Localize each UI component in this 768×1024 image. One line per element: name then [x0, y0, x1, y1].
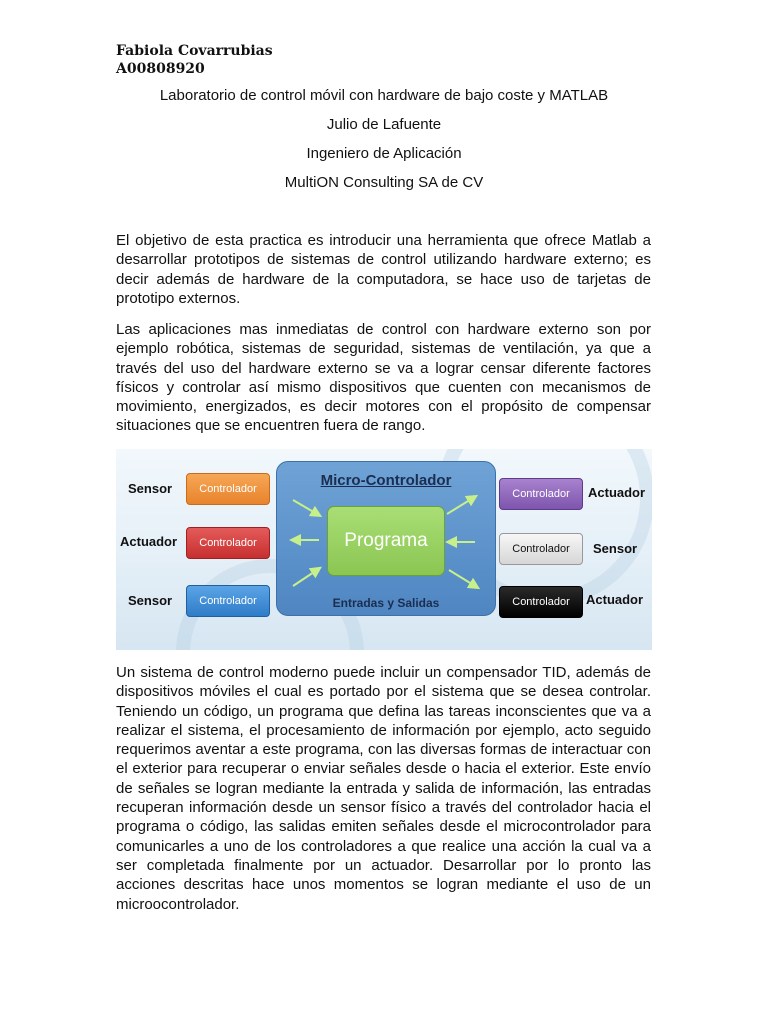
inputs-outputs-label: Entradas y Salidas — [332, 596, 440, 610]
device-label: Actuador — [586, 592, 644, 607]
controller-box: Controlador — [499, 533, 583, 565]
controller-box: Controlador — [499, 478, 583, 510]
author-id: A00808920 — [116, 61, 205, 77]
author-name: Fabiola Covarrubias — [116, 43, 273, 59]
controller-box: Controlador — [499, 586, 583, 618]
arrow-in-icon — [293, 500, 317, 514]
paragraph-modern-control: Un sistema de control moderno puede incluir un compensador TID, además de dispositivos móviles el cual es portado por el sistema que se desea controlar. Teniendo un código, un programa que defina las tareas inconscientes que va a realizar el sistema, el procesamiento de información por ejemplo, acto seguido requerimos aventar a este programa, con las diversas formas de interactuar con el exterior para recuperar o enviar señales desde o hacia el exterior. Este envío de señales se logran mediante la entrada y salida de información, las entradas recuperan información desde un sensor físico a través del controlador hacia el programa o código, las salidas emiten señales desde el microcontrolador para comunicarles a uno de los controladores a que realice una acción la cual va a ser completada finalmente por un actuador. Desarrollar por lo pronto las acciones descritas hace unos momentos se logran mediante el uso de un microocontrolador. — [116, 664, 651, 913]
paragraph-objective: El objetivo de esta practica es introducir una herramienta que ofrece Matlab a desarrollar prototipos de sistemas de control utilizando hardware externo; es decir además de hardware de la computadora, se hace uso de tarjetas de prototipo externos. — [116, 232, 651, 307]
controller-box: Controlador — [186, 585, 270, 617]
arrow-out-icon — [449, 570, 475, 586]
author-block — [116, 42, 273, 78]
arrow-out-icon — [447, 498, 473, 514]
microcontroller-box — [276, 461, 496, 616]
controller-box: Controlador — [186, 473, 270, 505]
arrows-overlay — [277, 462, 495, 615]
presenter-role: Ingeniero de Aplicación — [306, 145, 462, 162]
company-name: MultiON Consulting SA de CV — [284, 174, 484, 191]
program-box: Programa — [327, 506, 445, 576]
arrow-in-icon — [293, 570, 317, 586]
device-label: Sensor — [593, 541, 638, 556]
device-label: Sensor — [128, 481, 173, 496]
device-label: Actuador — [120, 534, 178, 549]
document-title: Laboratorio de control móvil con hardware de bajo coste y MATLAB — [159, 87, 609, 104]
microcontroller-diagram — [116, 449, 652, 650]
device-label: Actuador — [588, 485, 646, 500]
microcontroller-title: Micro-Controlador — [320, 472, 452, 489]
controller-box: Controlador — [186, 527, 270, 559]
device-label: Sensor — [128, 593, 173, 608]
paragraph-applications: Las aplicaciones mas inmediatas de control con hardware externo son por ejemplo robótica, sistemas de seguridad, sistemas de ventilación, ya que a través del uso del hardware externo se va a lograr censar diferente factores físicos y controlar así mismo dispositivos que cuenten con mecanismos de movimiento, energizados, es decir motores con el propósito de compensar situaciones que se encuentren fuera de rango. — [116, 321, 651, 435]
presenter-name: Julio de Lafuente — [326, 116, 442, 133]
